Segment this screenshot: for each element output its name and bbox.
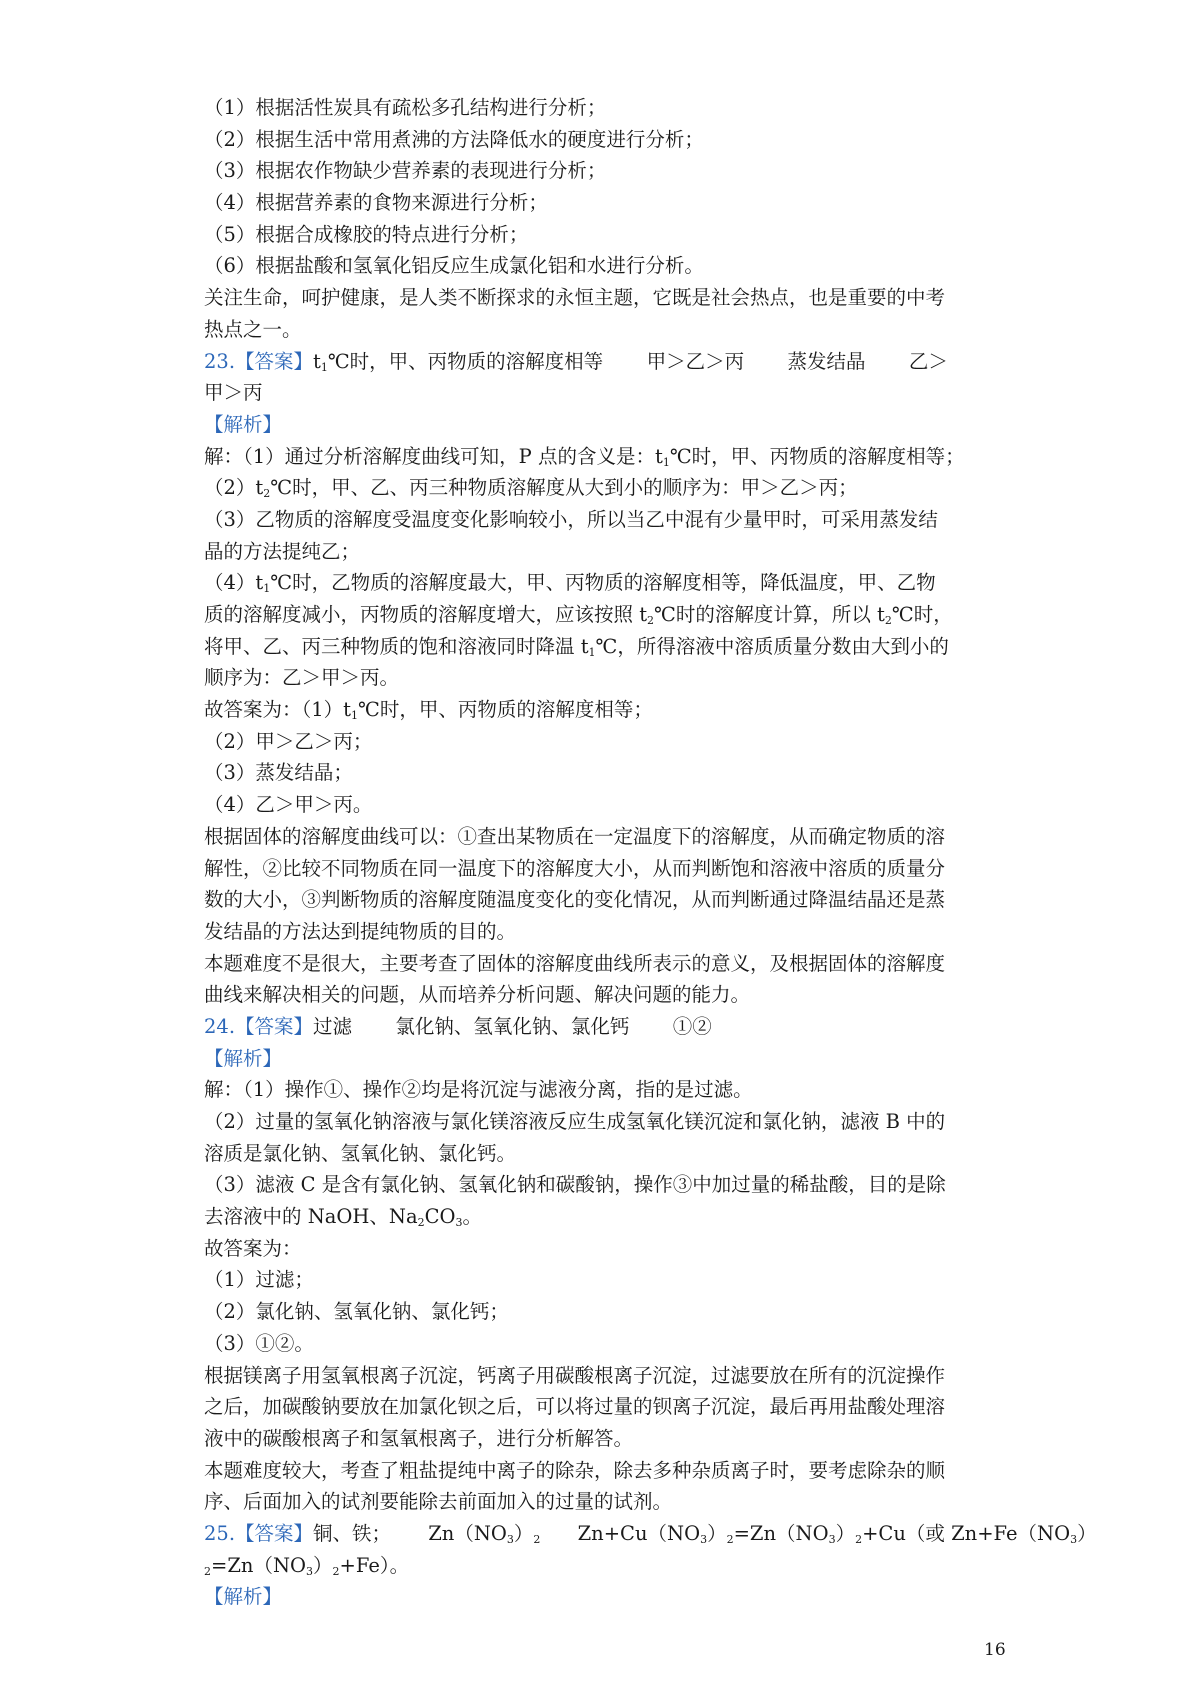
text-run: （3）蒸发结晶； [204, 761, 353, 785]
subscript: 1 [662, 455, 670, 469]
text-run: （3）①②。 [204, 1331, 314, 1355]
text-line [204, 1423, 1016, 1455]
text-line [204, 567, 1016, 599]
text-run: 关注生命，呵护健康，是人类不断探求的永恒主题，它既是社会热点，也是重要的中考 [204, 286, 946, 310]
text-run: （1）过滤； [204, 1268, 314, 1292]
answer-label: 25.【答案】 [204, 1521, 314, 1545]
text-line [204, 1201, 1016, 1233]
subscript: 1 [320, 360, 328, 374]
answer-label: 24.【答案】 [204, 1014, 314, 1038]
text-line [204, 1169, 1016, 1201]
subscript: 3 [1070, 1532, 1078, 1546]
text-run: ℃时的溶解度计算，所以 t [654, 603, 885, 626]
text-line [204, 1360, 1016, 1392]
subscript: 2 [884, 614, 892, 627]
text-run: （2）甲＞乙＞丙； [204, 729, 373, 753]
text-line [204, 631, 1016, 663]
text-run: ℃时，甲、乙、丙三种物质溶解度从大到小的顺序为：甲＞乙＞丙； [270, 476, 858, 500]
text-run: 根据固体的溶解度曲线可以：①查出某物质在一定温度下的溶解度，从而确定物质的溶 [204, 824, 946, 848]
subscript: 3 [455, 1216, 463, 1230]
text-run: +Fe）。 [339, 1553, 410, 1577]
text-line [204, 250, 1016, 282]
text-run: 发结晶的方法达到提纯物质的目的。 [204, 919, 517, 943]
text-run: 。 [462, 1205, 483, 1229]
subscript: 2 [855, 1532, 863, 1546]
text-line [204, 155, 1016, 187]
text-run: 解性，②比较不同物质在同一温度下的溶解度大小，从而判断饱和溶液中溶质的质量分 [204, 856, 946, 880]
document-body [204, 92, 1097, 1613]
subscript: 2 [204, 1564, 211, 1578]
text-line [204, 1264, 1016, 1296]
text-run: ℃时，甲、丙物质的溶解度相等； [669, 444, 965, 468]
text-run: （1）根据活性炭具有疏松多孔结构进行分析； [204, 96, 607, 119]
text-run: 之后，加碳酸钠要放在加氯化钡之后，可以将过量的钡离子沉淀，最后再用盐酸处理溶 [204, 1395, 946, 1419]
page-number: 16 [984, 1640, 1006, 1660]
text-line [204, 599, 1016, 631]
text-run: （5）根据合成橡胶的特点进行分析； [204, 222, 529, 246]
text-run: 质的溶解度减小，丙物质的溶解度增大，应该按照 t [204, 603, 648, 626]
text-line [204, 1043, 1016, 1075]
text-run: 故答案为： [204, 1236, 302, 1260]
text-run: （4）t [204, 571, 264, 595]
text-run: ℃时，甲、丙物质的溶解度相等； [358, 698, 653, 722]
text-run: 解：（1）操作①、操作②均是将沉淀与滤液分离，指的是过滤。 [204, 1078, 753, 1102]
text-line [204, 536, 1016, 568]
text-run: 解：（1）通过分析溶解度曲线可知，P 点的含义是：t [204, 444, 663, 468]
text-run: 过滤 氯化钠、氢氧化钠、氯化钙 ①② [313, 1014, 712, 1038]
text-line [204, 1581, 1016, 1613]
text-line [204, 1518, 1097, 1550]
text-run: ℃时，乙物质的溶解度最大，甲、丙物质的溶解度相等，降低温度，甲、乙物 [270, 571, 936, 595]
text-line [204, 92, 1016, 124]
subscript: 2 [726, 1532, 734, 1546]
text-run: （2）t [204, 476, 264, 500]
text-run: 顺序为：乙＞甲＞丙。 [204, 666, 400, 690]
text-run: 热点之一。 [204, 317, 302, 341]
text-run: Zn+Cu（NO [540, 1521, 701, 1545]
text-line [204, 916, 1016, 948]
text-line [204, 377, 1016, 409]
text-run: （6）根据盐酸和氢氧化铝反应生成氯化铝和水进行分析。 [204, 254, 704, 278]
text-run: 溶质是氯化钠、氢氧化钠、氯化钙。 [204, 1141, 517, 1165]
text-line [204, 346, 1016, 378]
text-line [204, 1486, 1016, 1518]
text-run: 本题难度较大，考查了粗盐提纯中离子的除杂，除去多种杂质离子时，要考虑除杂的顺 [204, 1458, 946, 1482]
subscript: 2 [263, 487, 271, 501]
text-line [204, 314, 1016, 346]
text-run: ℃时， [891, 603, 953, 626]
text-line [204, 409, 1016, 441]
text-run: （4）乙＞甲＞丙。 [204, 793, 373, 817]
text-line [204, 757, 1016, 789]
text-run: =Zn（NO [211, 1553, 306, 1577]
subscript: 3 [306, 1564, 313, 1578]
text-line [204, 504, 1016, 536]
text-line [204, 1011, 1016, 1043]
text-run: （3）滤液 C 是含有氯化钠、氢氧化钠和碳酸钠，操作③中加过量的稀盐酸，目的是除 [204, 1173, 946, 1197]
text-run: 曲线来解决相关的问题，从而培养分析问题、解决问题的能力。 [204, 983, 751, 1007]
text-line [204, 187, 1016, 219]
text-run: ） [707, 1521, 727, 1545]
text-line [204, 1138, 1016, 1170]
text-line [204, 884, 1016, 916]
text-run: 将甲、乙、丙三种物质的饱和溶液同时降温 t [204, 634, 589, 658]
text-run: （2）根据生活中常用煮沸的方法降低水的硬度进行分析； [204, 127, 704, 151]
text-line [204, 282, 1016, 314]
text-run: 序、后面加入的试剂要能除去前面加入的过量的试剂。 [204, 1490, 673, 1514]
text-line [204, 853, 1016, 885]
text-run: （4）根据营养素的食物来源进行分析； [204, 191, 548, 215]
text-line [204, 441, 1016, 473]
text-run: ） [513, 1521, 534, 1545]
text-line [204, 948, 1016, 980]
answer-label: 【解析】 [204, 1046, 283, 1070]
text-line [204, 219, 1016, 251]
text-run: 根据镁离子用氢氧根离子沉淀，钙离子用碳酸根离子沉淀，过滤要放在所有的沉淀操作 [204, 1363, 946, 1387]
text-line [204, 124, 1016, 156]
subscript: 3 [700, 1532, 708, 1546]
text-line [204, 1106, 1016, 1138]
text-run: 晶的方法提纯乙； [204, 539, 361, 563]
answer-label: 【解析】 [204, 412, 283, 436]
subscript: 2 [647, 614, 655, 627]
subscript: 1 [263, 582, 271, 596]
subscript: 3 [506, 1532, 514, 1546]
subscript: 2 [417, 1216, 425, 1230]
text-run: 去溶液中的 NaOH、Na [204, 1205, 418, 1229]
text-line [204, 1391, 1016, 1423]
text-run: ） [1077, 1521, 1097, 1545]
text-line [204, 821, 1016, 853]
text-run: ℃时，甲、丙物质的溶解度相等 甲＞乙＞丙 蒸发结晶 乙＞ [327, 349, 948, 373]
text-run: 数的大小，③判断物质的溶解度随温度变化的变化情况，从而判断通过降温结晶还是蒸 [204, 888, 946, 912]
text-run: 液中的碳酸根离子和氢氧根离子，进行分析解答。 [204, 1426, 634, 1450]
subscript: 1 [351, 709, 358, 723]
text-line [204, 1550, 1016, 1582]
text-run: 铜、铁； Zn（NO [313, 1521, 507, 1545]
text-run: 故答案为：（1）t [204, 698, 351, 722]
text-line [204, 979, 1016, 1011]
text-run: t [313, 349, 321, 373]
text-run: （2）过量的氢氧化钠溶液与氯化镁溶液反应生成氢氧化镁沉淀和氯化钠，滤液 B 中的 [204, 1110, 946, 1133]
subscript: 3 [828, 1532, 836, 1546]
text-run: 甲＞丙 [204, 381, 263, 405]
text-run: =Zn（NO [733, 1521, 829, 1545]
subscript: 2 [332, 1564, 340, 1578]
answer-label: 23.【答案】 [204, 349, 314, 373]
text-run: ） [835, 1521, 856, 1545]
text-run: CO [424, 1205, 456, 1229]
text-line [204, 662, 1016, 694]
text-line [204, 789, 1016, 821]
text-run: +Cu（或 Zn+Fe（NO [862, 1521, 1071, 1545]
text-run: （3）根据农作物缺少营养素的表现进行分析； [204, 159, 607, 183]
text-line [204, 1233, 1016, 1265]
answer-label: 【解析】 [204, 1585, 283, 1609]
subscript: 1 [588, 645, 596, 659]
text-run: ） [313, 1553, 333, 1577]
text-line [204, 694, 1016, 726]
text-line [204, 1296, 1016, 1328]
text-run: ℃，所得溶液中溶质质量分数由大到小的 [595, 634, 949, 658]
text-line [204, 1455, 1016, 1487]
text-line [204, 726, 1016, 758]
text-line [204, 1074, 1016, 1106]
subscript: 2 [533, 1532, 541, 1546]
text-run: 本题难度不是很大，主要考查了固体的溶解度曲线所表示的意义，及根据固体的溶解度 [204, 951, 946, 975]
text-run: （3）乙物质的溶解度受温度变化影响较小，所以当乙中混有少量甲时，可采用蒸发结 [204, 507, 938, 531]
text-line [204, 1328, 1016, 1360]
text-run: （2）氯化钠、氢氧化钠、氯化钙； [204, 1300, 509, 1324]
text-line [204, 472, 1016, 504]
